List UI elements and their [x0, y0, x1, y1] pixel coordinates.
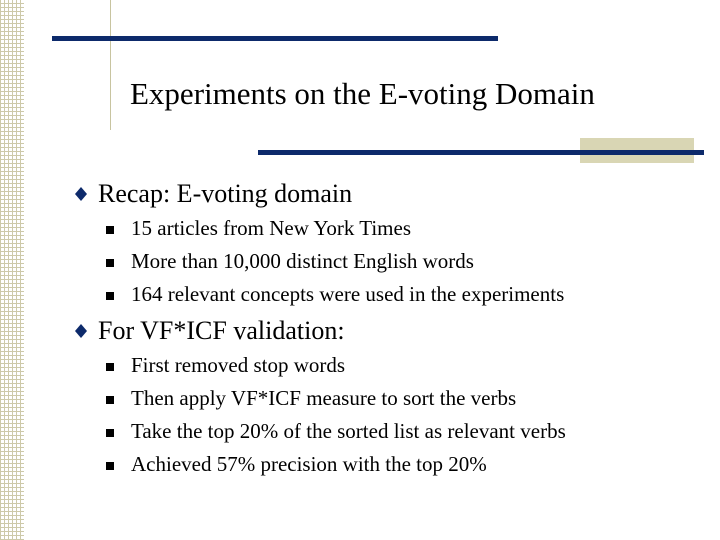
sub-bullet-text: Then apply VF*ICF measure to sort the verbs [131, 386, 517, 410]
square-bullet-icon [106, 292, 114, 300]
slide-body [70, 176, 710, 483]
sub-bullet [70, 448, 710, 481]
decorative-grid-strip [0, 0, 24, 540]
sub-bullet-text: More than 10,000 distinct English words [131, 249, 474, 273]
sub-bullet-text: 15 articles from New York Times [131, 216, 412, 240]
square-bullet-icon [106, 259, 114, 267]
bullet-text: Recap: E-voting domain [98, 179, 353, 208]
sub-bullet-text: 164 relevant concepts were used in the experiments [131, 282, 565, 306]
decorative-vertical-line [110, 0, 111, 130]
square-bullet-icon [106, 363, 114, 371]
square-bullet-icon [106, 429, 114, 437]
validation-sub-list [70, 349, 710, 481]
sub-bullet [70, 212, 710, 245]
diamond-bullet-icon [74, 184, 88, 204]
sub-bullet-text: First removed stop words [131, 353, 346, 377]
square-bullet-icon [106, 396, 114, 404]
square-bullet-icon [106, 226, 114, 234]
sub-bullet [70, 349, 710, 382]
sub-bullet-text: Achieved 57% precision with the top 20% [131, 452, 487, 476]
slide-title: Experiments on the E-voting Domain [130, 76, 595, 111]
sub-bullet [70, 245, 710, 278]
square-bullet-icon [106, 462, 114, 470]
bullet-text: For VF*ICF validation: [98, 316, 345, 345]
sub-bullet-text: Take the top 20% of the sorted list as relevant verbs [131, 419, 566, 443]
sub-bullet [70, 382, 710, 415]
diamond-bullet-icon [74, 321, 88, 341]
bullet-validation [70, 313, 710, 349]
title-top-rule [52, 36, 498, 41]
title-bottom-rule [258, 150, 704, 155]
sub-bullet [70, 415, 710, 448]
sub-bullet [70, 278, 710, 311]
bullet-recap [70, 176, 710, 212]
recap-sub-list [70, 212, 710, 311]
